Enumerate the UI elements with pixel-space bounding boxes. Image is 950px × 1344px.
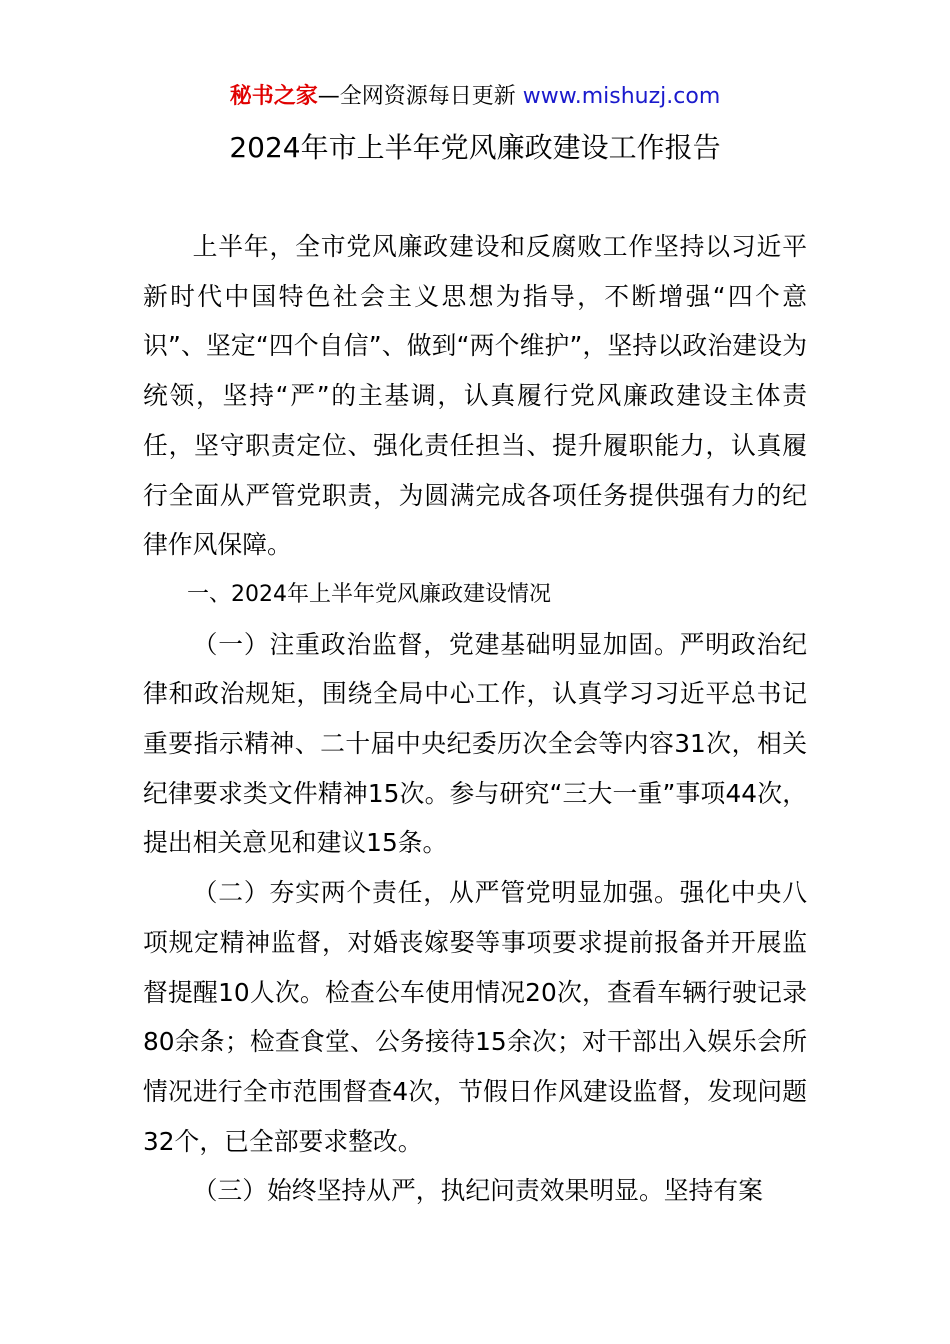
section-paragraph-2: （二）夯实两个责任，从严管党明显加强。强化中央八项规定精神监督，对婚丧嫁娶等事项要求提前报备并开展监督提醒10人次。检查公车使用情况20次，查看车辆行驶记录80余条；检查食堂、公务接待15余次；对干部出入娱乐会所情况进行全市范围督查4次，节假日作风建设监督，发现问题32个，已全部要求整改。 — [143, 878, 807, 1156]
site-url-link[interactable]: www.mishuzj.com — [522, 84, 721, 109]
document-body — [143, 222, 807, 1216]
site-header — [0, 82, 950, 112]
document-title: 2024年市上半年党风廉政建设工作报告 — [229, 131, 721, 164]
section-heading: 一、2024年上半年党风廉政建设情况 — [187, 581, 551, 607]
site-brand: 秘书之家 — [229, 84, 318, 109]
site-slogan: —全网资源每日更新 — [317, 84, 516, 109]
section-paragraph-3: （三）始终坚持从严，执纪问责效果明显。坚持有案 — [192, 1176, 763, 1206]
intro-paragraph: 上半年，全市党风廉政建设和反腐败工作坚持以习近平新时代中国特色社会主义思想为指导，不断增强“四个意识”、坚定“四个自信”、做到“两个维护”，坚持以政治建设为统领，坚持“严”的主基调，认真履行党风廉政建设主体责任，坚守职责定位、强化责任担当、提升履职能力，认真履行全面从严管党职责，为圆满完成各项任务提供强有力的纪律作风保障。 — [143, 232, 807, 560]
section-paragraph-1: （一）注重政治监督，党建基础明显加固。严明政治纪律和政治规矩，围绕全局中心工作，认真学习习近平总书记重要指示精神、二十届中央纪委历次全会等内容31次，相关纪律要求类文件精神15次。参与研究“三大一重”事项44次，提出相关意见和建议15条。 — [143, 629, 807, 858]
